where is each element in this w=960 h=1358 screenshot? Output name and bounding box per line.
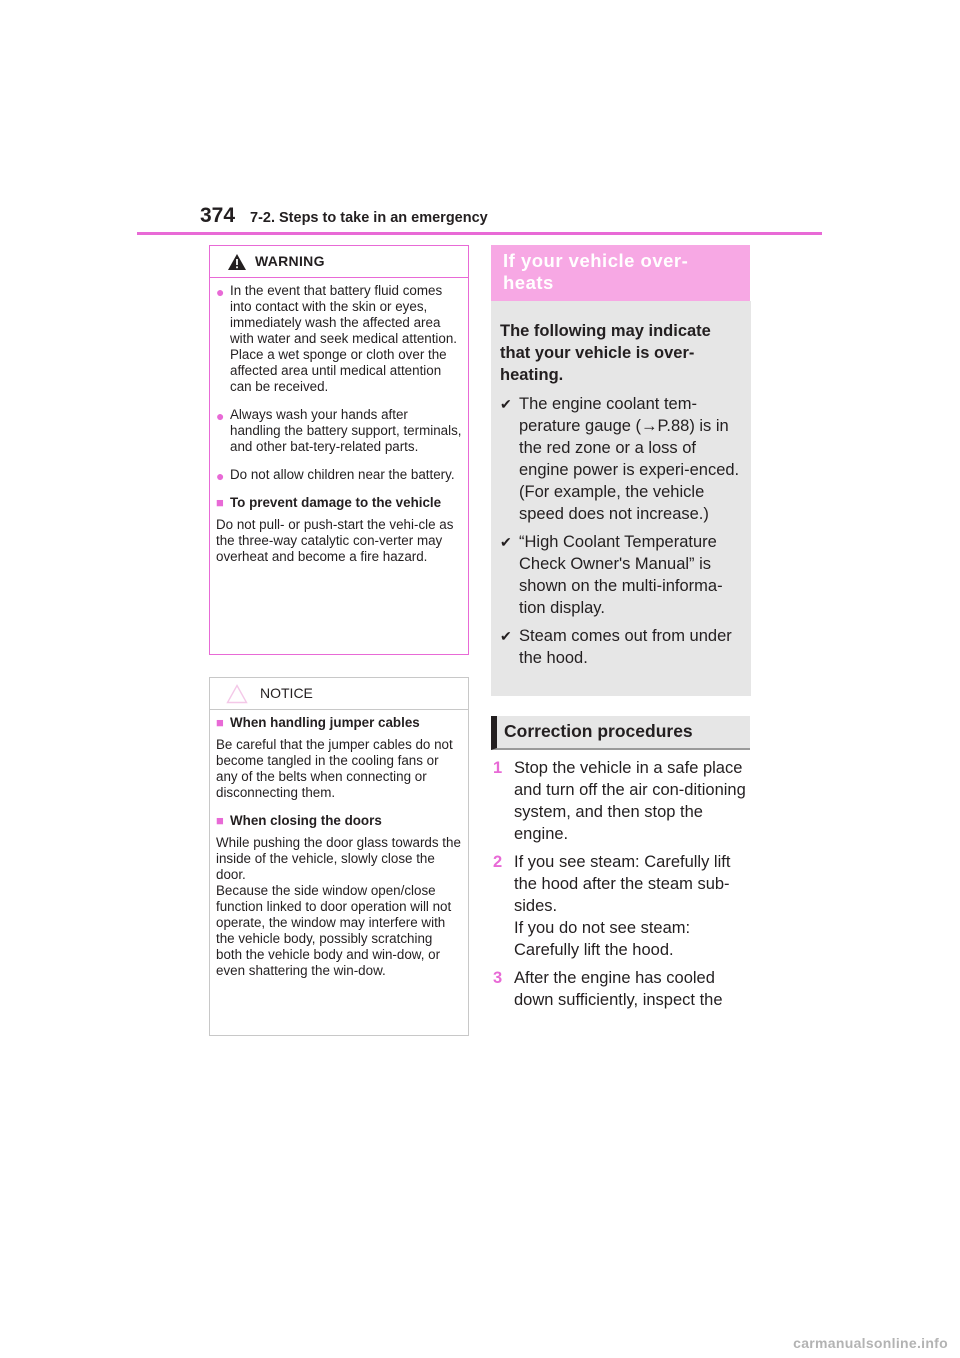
notice-subheading — [216, 715, 462, 731]
warning-item-text: Do not allow children near the battery. — [230, 467, 455, 482]
step-item — [493, 757, 755, 845]
step-number: 2 — [493, 853, 503, 871]
square-bullet-icon: ■ — [216, 715, 224, 730]
notice-subheading — [216, 813, 462, 829]
checkmark-icon: ✔ — [500, 628, 512, 644]
step-text: Stop the vehicle in a safe place and turn off the air con-ditioning system, and then stop the engine. — [514, 759, 746, 843]
correction-heading: Correction procedures — [504, 721, 693, 741]
warning-item — [216, 283, 462, 395]
notice-subheading-text: When closing the doors — [230, 813, 382, 828]
warning-item-text: Always wash your hands after handling the battery support, terminals, and other bat-tery-related parts. — [230, 407, 462, 454]
square-bullet-icon: ■ — [216, 495, 224, 510]
warning-triangle-icon — [227, 253, 247, 271]
section-title: 7-2. Steps to take in an emergency — [250, 210, 488, 226]
list-item-text: Steam comes out from under the hood. — [519, 627, 732, 667]
correction-heading-bar — [491, 716, 750, 750]
overheat-intro: The following may indicate that your vehicle is over-heating. — [500, 322, 711, 384]
list-item-text: “High Coolant Temperature Check Owner's Manual” is shown on the multi-informa-tion display. — [519, 533, 723, 617]
page-number: 374 — [200, 204, 236, 227]
warning-header — [210, 246, 468, 278]
checkmark-icon: ✔ — [500, 534, 512, 550]
warning-subtext: Do not pull- or push-start the vehi-cle as the three-way catalytic con-verter may overheat and become a fire hazard. — [216, 517, 454, 564]
list-item — [500, 625, 745, 669]
warning-box — [209, 245, 469, 655]
step-text: If you see steam: Carefully lift the hood after the steam sub-sides. — [514, 853, 731, 915]
notice-box — [209, 677, 469, 1036]
checkmark-icon: ✔ — [500, 396, 512, 412]
warning-item-text: In the event that battery fluid comes into contact with the skin or eyes, immediately wash the affected area with water and seek medical attention. Place a wet sponge or cloth over the affected area until medical attention can be received. — [230, 283, 458, 394]
bullet-dot-icon: ● — [216, 468, 225, 484]
step-item — [493, 967, 755, 1011]
warning-title: WARNING — [255, 253, 325, 269]
header-rule — [137, 232, 822, 235]
overheat-list — [500, 393, 745, 675]
square-bullet-icon: ■ — [216, 813, 224, 828]
notice-text: While pushing the door glass towards the inside of the vehicle, slowly close the door. — [216, 835, 461, 882]
bullet-dot-icon: ● — [216, 284, 225, 300]
step-number: 3 — [493, 969, 503, 987]
step-text: After the engine has cooled down sufficiently, inspect the — [514, 969, 723, 1009]
notice-text: Because the side window open/close function linked to door operation will not operate, the window may interfere with the vehicle body, possibly scratching both the vehicle body and win-dow, or even shattering the win-dow. — [216, 883, 452, 978]
step-item — [493, 851, 755, 961]
warning-subheading — [216, 495, 462, 511]
correction-steps — [493, 757, 755, 1017]
list-item — [500, 393, 745, 525]
warning-subheading-text: To prevent damage to the vehicle — [230, 495, 442, 510]
notice-text: Be careful that the jumper cables do not become tangled in the cooling fans or any of the belts when connecting or disconnecting them. — [216, 737, 453, 800]
warning-item — [216, 407, 462, 455]
caution-triangle-icon — [226, 684, 248, 704]
warning-item — [216, 467, 462, 483]
overheat-heading: If your vehicle over-heats — [503, 250, 689, 293]
notice-header — [210, 678, 468, 710]
step-number: 1 — [493, 759, 503, 777]
watermark: carmanualsonline.info — [793, 1335, 948, 1351]
list-item — [500, 531, 745, 619]
step-text: If you do not see steam: Carefully lift the hood. — [514, 919, 691, 959]
bullet-dot-icon: ● — [216, 408, 225, 424]
overheat-info-box — [491, 301, 751, 696]
list-item-text: The engine coolant tem-perature gauge (→P.88) is in the red zone or a loss of engine power is experi-enced. (For example, the vehicle speed does not increase.) — [519, 395, 740, 523]
overheat-heading-bar — [491, 245, 750, 301]
notice-subheading-text: When handling jumper cables — [230, 715, 420, 730]
notice-title: NOTICE — [260, 685, 313, 701]
